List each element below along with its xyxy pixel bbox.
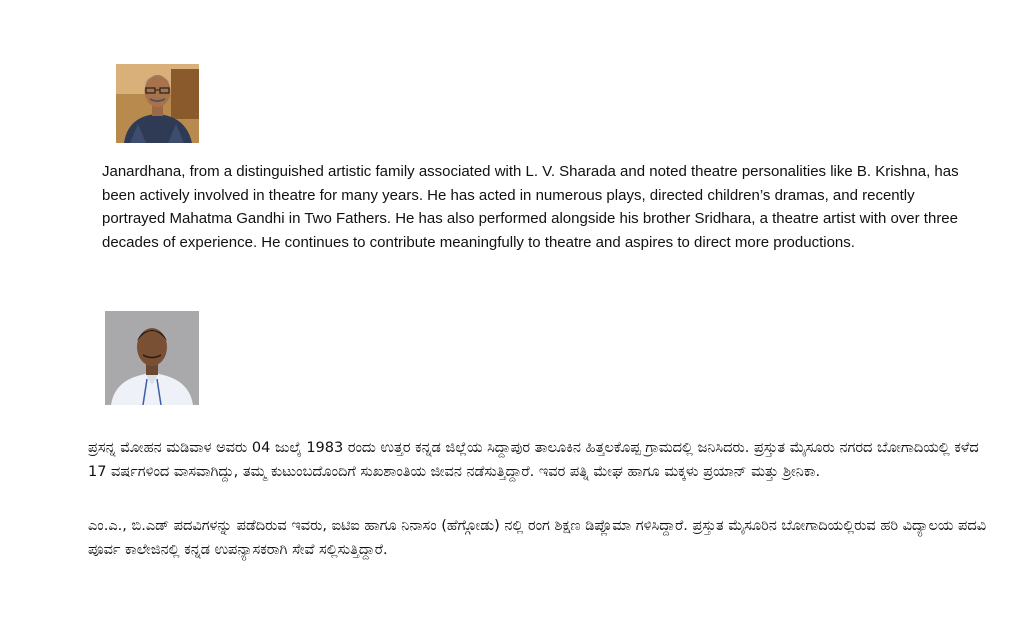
- portrait-photo-icon: [105, 311, 199, 405]
- bio-paragraph-kannada-2: ಎಂ.ಎ., ಬಿ.ಎಡ್ ಪದವಿಗಳನ್ನು ಪಡೆದಿರುವ ಇವರು, ಐಟಿಐ ಹಾಗೂ ನಿನಾಸಂ (ಹೆಗ್ಗೋಡು) ನಲ್ಲಿ ರಂಗ ಶಿಕ್ಷಣ ಡಿಪ್ಲೊಮಾ ಗಳಿಸಿದ್ದಾರೆ. ಪ್ರಸ್ತುತ ಮೈಸೂರಿನ ಬೋಗಾದಿಯಲ್ಲಿರುವ ಹರಿ ವಿದ್ಯಾಲಯ ಪದವಿ ಪೂರ್ವ ಕಾಲೇಜಿನಲ್ಲಿ ಕನ್ನಡ ಉಪನ್ಯಾಸಕರಾಗಿ ಸೇವೆ ಸಲ್ಲಿಸುತ್ತಿದ್ದಾರೆ.: [88, 518, 987, 558]
- profile-photo-janardhana: [116, 64, 199, 143]
- bio-paragraph-english: Janardhana, from a distinguished artistic family associated with L. V. Sharada and noted theatre personalities like B. Krishna, has been actively involved in theatre for many years. He has acted in numerous plays, directed children’s dramas, and recently portrayed Mahatma Gandhi in Two Fathers. He has also performed alongside his brother Sridhara, a theatre artist with over three decades of experience. He continues to contribute meaningfully to theatre and aspires to direct more productions.: [102, 163, 959, 251]
- portrait-photo-icon: [116, 64, 199, 143]
- bio-paragraph-kannada-1: ಪ್ರಸನ್ನ ಮೋಹನ ಮಡಿವಾಳ ಅವರು 04 ಜುಲೈ 1983 ರಂದು ಉತ್ತರ ಕನ್ನಡ ಜಿಲ್ಲೆಯ ಸಿದ್ದಾಪುರ ತಾಲೂಕಿನ ಹಿತ್ತಲಕೊಪ್ಪ ಗ್ರಾಮದಲ್ಲಿ ಜನಿಸಿದರು. ಪ್ರಸ್ತುತ ಮೈಸೂರು ನಗರದ ಬೋಗಾದಿಯಲ್ಲಿ ಕಳೆದ 17 ವರ್ಷಗಳಿಂದ ವಾಸವಾಗಿದ್ದು, ತಮ್ಮ ಕುಟುಂಬದೊಂದಿಗೆ ಸುಖಶಾಂತಿಯ ಜೀವನ ನಡೆಸುತ್ತಿದ್ದಾರೆ. ಇವರ ಪತ್ನಿ ಮೇಘ ಹಾಗೂ ಮಕ್ಕಳು ಪ್ರಯಾನ್ ಮತ್ತು ಶ್ರೀನಿಕಾ.: [88, 440, 979, 480]
- profile-photo-prasanna: [105, 311, 199, 405]
